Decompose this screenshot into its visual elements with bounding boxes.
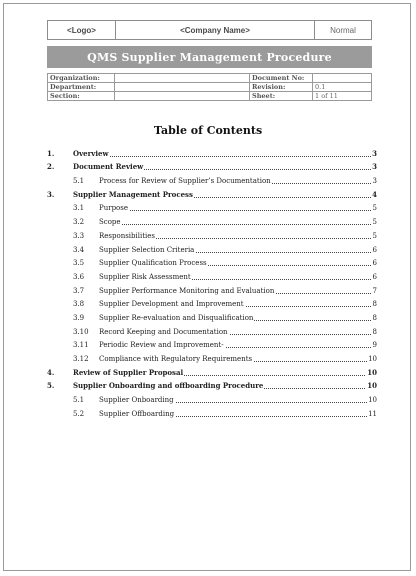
toc-dot-leader	[73, 156, 373, 157]
toc-entry-number: 3.5	[73, 259, 85, 268]
department-value	[115, 83, 250, 92]
toc-entry-number: 2.	[47, 162, 55, 172]
logo-placeholder: <Logo>	[48, 21, 116, 39]
toc-entry-page: 11	[368, 409, 377, 418]
company-name: <Company Name>	[116, 21, 315, 39]
toc-entry[interactable]	[47, 405, 377, 419]
toc-entry[interactable]	[47, 391, 377, 405]
toc-entry[interactable]	[47, 309, 377, 323]
toc-entry-number: 3.1	[73, 204, 85, 213]
toc-entry-title: Document Review	[73, 162, 144, 172]
table-of-contents	[47, 145, 377, 419]
toc-entry[interactable]	[47, 337, 377, 351]
toc-entry-title: Review of Supplier Proposal	[73, 367, 184, 377]
toc-entry-page: 3	[372, 177, 377, 186]
section-value	[115, 92, 250, 101]
document-header	[47, 20, 372, 40]
toc-entry-page: 3	[372, 162, 377, 172]
toc-entry[interactable]	[47, 213, 377, 227]
toc-entry[interactable]	[47, 200, 377, 214]
toc-entry-page: 10	[367, 381, 377, 391]
toc-entry-title: Supplier Offboarding	[99, 409, 175, 418]
sheet-label: Sheet:	[250, 92, 313, 101]
toc-entry[interactable]	[47, 378, 377, 392]
info-row	[48, 83, 372, 92]
toc-entry[interactable]	[47, 364, 377, 378]
toc-title: Table of Contents	[153, 124, 263, 137]
toc-entry[interactable]	[47, 241, 377, 255]
sheet-value: 1 of 11	[313, 92, 372, 101]
toc-entry-number: 5.1	[73, 177, 85, 186]
toc-entry-page: 5	[372, 204, 377, 213]
toc-entry-page: 9	[372, 341, 377, 350]
toc-entry-number: 3.8	[73, 300, 85, 309]
toc-entry-title: Scope	[99, 218, 121, 227]
toc-entry-number: 3.9	[73, 313, 85, 322]
document-no-label: Document No:	[250, 74, 313, 83]
toc-entry-page: 8	[372, 313, 377, 322]
toc-entry-number: 3.12	[73, 355, 89, 363]
toc-entry-number: 3.7	[73, 286, 85, 295]
toc-entry-page: 6	[372, 245, 377, 254]
toc-entry-title: Supplier Risk Assessment	[99, 272, 191, 281]
toc-entry-page: 10	[367, 367, 377, 377]
document-title: QMS Supplier Management Procedure	[47, 46, 372, 68]
toc-entry[interactable]	[47, 172, 377, 186]
document-info-table	[47, 73, 372, 101]
toc-entry-page: 8	[372, 327, 377, 336]
toc-entry-number: 3.2	[73, 218, 85, 227]
toc-entry-number: 5.	[47, 381, 55, 391]
toc-entry[interactable]	[47, 323, 377, 337]
revision-value: 0.1	[313, 83, 372, 92]
info-row	[48, 92, 372, 101]
toc-entry-title: Supplier Onboarding	[99, 396, 174, 405]
toc-entry-title: Supplier Selection Criteria	[99, 245, 195, 254]
toc-entry[interactable]	[47, 227, 377, 241]
toc-dot-leader	[99, 210, 373, 211]
toc-entry-title: Supplier Management Process	[73, 189, 193, 199]
toc-entry[interactable]	[47, 186, 377, 200]
department-label: Department:	[48, 83, 115, 92]
organization-label: Organization:	[48, 74, 115, 83]
toc-entry-title: Compliance with Regulatory Requirements	[99, 355, 253, 363]
toc-entry-page: 3	[372, 148, 377, 158]
toc-entry[interactable]	[47, 296, 377, 310]
toc-entry-number: 3.10	[73, 327, 89, 336]
toc-entry-number: 4.	[47, 367, 55, 377]
toc-entry-title: Process for Review of Supplier’s Documentation	[99, 177, 271, 186]
toc-entry-page: 6	[372, 259, 377, 268]
toc-entry-number: 1.	[47, 148, 55, 158]
toc-entry-number: 3.11	[73, 341, 89, 350]
info-row	[48, 74, 372, 83]
toc-entry[interactable]	[47, 145, 377, 159]
toc-entry-title: Purpose	[99, 204, 128, 213]
toc-entry[interactable]	[47, 268, 377, 282]
document-no-value	[313, 74, 372, 83]
toc-entry[interactable]	[47, 350, 377, 364]
toc-entry[interactable]	[47, 255, 377, 269]
toc-entry-page: 7	[372, 286, 377, 295]
toc-entry-number: 3.3	[73, 231, 85, 240]
toc-entry-page: 10	[368, 396, 377, 405]
toc-entry-number: 5.2	[73, 409, 85, 418]
revision-label: Revision:	[250, 83, 313, 92]
toc-entry-title: Supplier Onboarding and offboarding Procedure	[73, 381, 264, 391]
toc-entry-title: Supplier Re-evaluation and Disqualification	[99, 313, 254, 322]
toc-entry-page: 5	[372, 218, 377, 227]
toc-entry-title: Supplier Qualification Process	[99, 259, 207, 268]
document-status: Normal	[330, 25, 356, 35]
toc-entry-page: 8	[372, 300, 377, 309]
toc-entry[interactable]	[47, 159, 377, 173]
toc-entry-title: Periodic Review and Improvement-	[99, 341, 224, 350]
toc-entry-number: 3.4	[73, 245, 85, 254]
toc-dot-leader	[99, 224, 373, 225]
section-label: Section:	[48, 92, 115, 101]
toc-entry-page: 4	[372, 189, 377, 199]
toc-entry-title: Record Keeping and Documentation	[99, 327, 228, 336]
toc-entry-title: Supplier Development and Improvement	[99, 300, 244, 309]
toc-entry-page: 6	[372, 272, 377, 281]
toc-entry-title: Overview	[73, 148, 109, 158]
toc-entry-page: 10	[368, 355, 377, 363]
toc-entry-number: 5.1	[73, 396, 85, 405]
toc-entry[interactable]	[47, 282, 377, 296]
toc-entry-number: 3.6	[73, 272, 85, 281]
toc-entry-title: Supplier Performance Monitoring and Evaluation	[99, 286, 275, 295]
toc-entry-page: 5	[372, 231, 377, 240]
toc-entry-number: 3.	[47, 189, 55, 199]
toc-entry-title: Responsibilities	[99, 231, 156, 240]
organization-value	[115, 74, 250, 83]
